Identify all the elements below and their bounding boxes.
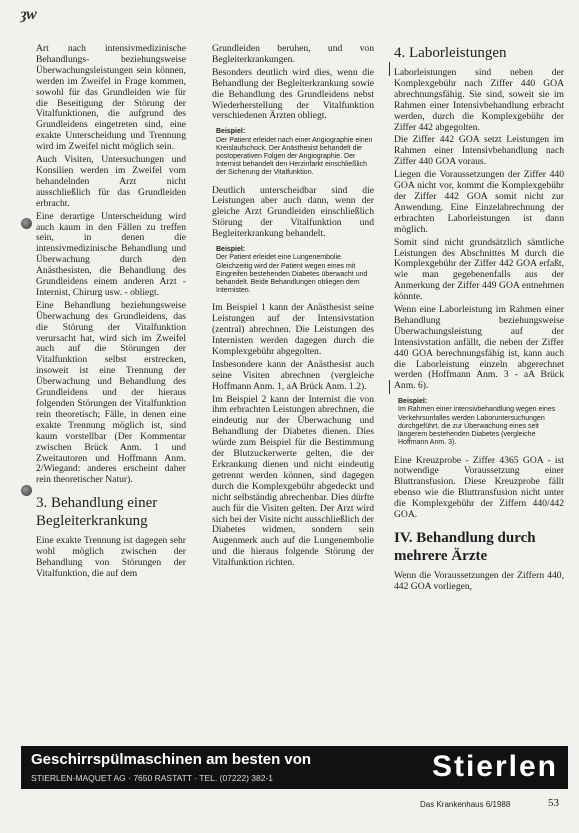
paragraph: Deutlich unterscheidbar sind die Leistungen aber auch dann, wenn der gleiche Arzt Grundleiden einschließlich Störung der Vitalfunktion und Begleiterkrankung behandelt.	[212, 184, 374, 240]
paragraph: Im Beispiel 2 kann der Internist die von ihm erbrachten Leistungen abrechnen, die eindeutig nur der Überwachung und Behandlung der Diabetes dienen. Dies würde zum Beispiel für die Bestimmung der Blutzuckerwerte gelten, die der Erkrankung dienen und nicht eindeutig getrennt werden können, sind dagegen durch die Komplexgebühr abgedeckt und nicht selbständig abrechenbar. Dies dürfte auch für die Visiten gelten. Der Arzt wird sich bei der Visite nicht ausschließlich der Diabetes widmen, sondern sein Augenmerk auch auf die Lungenembolie und die hieraus folgende Störung der Vitalfunktion richten.	[212, 393, 374, 569]
example-box	[212, 246, 374, 295]
example-label: Beispiel:	[398, 398, 428, 406]
column-1	[36, 44, 186, 582]
paragraph: Wenn eine Laborleistung im Rahmen einer Behandlung beziehungsweise Überwachungsleistung auf der Intensivstation anfällt, die neben der Ziffer 440 GOA berechnungsfähig ist, kann auch die Laborleistung einzeln abgerechnet werden (Hoffmann Anm. 3 - aA Brück Anm. 6).	[394, 304, 564, 392]
example-label: Beispiel:	[216, 246, 246, 254]
paragraph: Besonders deutlich wird dies, wenn die Behandlung der Begleiterkrankung sowie die Behandlung des Grundleidens nebst Wiederherstellung der Vitalfunktion verschiedenen Ärzten obliegt.	[212, 66, 374, 122]
paragraph: Wenn die Voraussetzungen der Ziffern 440, 442 GOA vorliegen,	[394, 569, 564, 592]
paragraph: Grundleiden beruhen, und von Begleiterkrankungen.	[212, 43, 374, 65]
paragraph: Art nach intensivmedizinische Behandlungs- beziehungsweise Überwachungsleistungen sein können, werden im Zweifel in Frage kommen, sowohl für das Grundleiden wie für die Beseitigung der Störung der Vitalfunktionen, die aufgrund des Grundleidens eingetreten sind, eine exakte Unterscheidung und Trennung wird im Zweifel nicht möglich sein.	[36, 43, 186, 153]
section-heading: 3. Behandlung einer Begleiterkrankung	[36, 495, 158, 530]
publication-logo: ȝw	[20, 6, 36, 23]
paragraph: Eine Behandlung beziehungsweise Überwachung des Grundleidens, das die Störung der Vitalfunktion verursacht hat, wird sich im Zweifel auch auf die Störungen der Vitalfunktion selbst erstrecken, insoweit ist eine Trennung der Überwachung und Behandlung des Grundleidens und der hieraus folgenden Störungen der Vitalfunktion rein theoretisch; Fälle, in denen eine exakte Trennung möglich ist, sind kaum vorstellbar (Der Kommentar zwischen Brück Anm. 1 und Zweitautoren und Hoffmann Anm. 2/Wiegand: anderes erscheint daher rein theoretischer Natur).	[36, 299, 186, 486]
paragraph: Liegen die Voraussetzungen der Ziffer 440 GOA nicht vor, kommt die Komplexgebühr der Ziffer 442 GOA somit nicht zur Anwendung. Eine Einzelabrechnung der erbrachten Laborleistungen ist dann möglich.	[394, 169, 564, 235]
margin-bracket	[389, 62, 392, 76]
margin-bracket	[389, 380, 392, 394]
paragraph: Somit sind nicht grundsätzlich sämtliche Leistungen des Abschnittes M durch die Komplexgebühr der Ziffer 442 GOA erfaßt, wie man gegebenenfalls aus der Anmerkung der Ziffer 449 GOA entnehmen könnte.	[394, 236, 564, 303]
example-text: Im Rahmen einer intensivbehandlung wegen eines Verkehrsunfalles werden Laboruntersuchungen durchgeführt, die zur Überwachung eines seit längerem bestehenden Diabetes (vergleiche Hoffmann Anm. 3).	[398, 406, 556, 447]
advertisement-banner	[21, 746, 568, 789]
section-heading: IV. Behandlung durch mehrere Ärzte	[394, 529, 536, 564]
paragraph: Laborleistungen sind neben der Komplexgebühr nach Ziffer 440 GOA abrechnungsfähig. Sie sind, soweit sie im Rahmen einer Intensivbehandlung erbracht werden, durch die Komplexgebühr der Ziffer 442 abgegolten.	[394, 67, 564, 133]
example-box	[212, 128, 374, 177]
column-2	[212, 44, 374, 571]
paragraph: Auch Visiten, Untersuchungen und Konsilien werden im Zweifel vom behandelnden Arzt nicht ausschließlich für das Grundleiden erbracht.	[36, 154, 186, 209]
paragraph: Eine Kreuzprobe - Ziffer 4365 GOA - ist notwendige Voraussetzung einer Bluttransfusion. Diese Kreuzprobe fällt ebenso wie die Bluttransfusion nicht unter die Komplexgebühr der Ziffern 440/442 GOA.	[394, 454, 564, 521]
page-number: 53	[548, 797, 559, 809]
section-heading: 4. Laborleistungen	[394, 45, 507, 61]
ad-brand-logo: Stierlen	[431, 750, 558, 783]
example-text: Der Patient erleidet eine Lungenembolie. Gleichzeitig wird der Patient wegen eines mit Eingreifen bestehenden Diabetes überwacht und behandelt. Beide Behandlungen obliegen dem Internisten.	[216, 254, 368, 295]
example-box	[394, 398, 564, 447]
punch-hole	[21, 218, 32, 229]
ad-title: Geschirrspülmaschinen am besten von	[31, 751, 312, 768]
paragraph: Insbesondere kann der Anästhesist auch seine Visiten abrechnen (vergleiche Hoffmann Anm. 1, aA Brück Anm. 1.2).	[212, 358, 374, 392]
paragraph: Die Ziffer 442 GOA setzt Leistungen im Rahmen einer Intensivbehandlung nach Ziffer 440 GOA voraus.	[394, 134, 564, 168]
paragraph: Eine exakte Trennung ist dagegen sehr wohl möglich zwischen der Behandlung von Störungen der Vitalfunktion, die auf dem	[36, 535, 186, 579]
paragraph: Eine derartige Unterscheidung wird auch kaum in den Fällen zu treffen sein, in denen die intensivmedizinische Behandlung und Überwachung durch den Anästhesisten, die Behandlung des Grundleidens einem anderen Arzt - Internist, Chirurg usw. - obliegt.	[36, 210, 186, 298]
paragraph: Im Beispiel 1 kann der Anästhesist seine Leistungen auf der Intensivstation (zentral) abrechnen. Die Leistungen des Internisten werden dagegen durch die Komplexgebühr abgegolten.	[212, 302, 374, 357]
example-label: Beispiel:	[216, 128, 246, 136]
journal-footer: Das Krankenhaus 6/1988	[420, 800, 511, 809]
ad-address: STIERLEN-MAQUET AG · 7650 RASTATT · TEL. (07222) 382-1	[31, 773, 274, 783]
punch-hole	[21, 485, 32, 496]
example-text: Der Patient erleidet nach einer Angiographie einen Kreislaufschock. Der Anästhesist behandelt die postoperativen Folgen der Angiographie. Der Internist behandelt den Herzinfarkt einschließlich der Sicherung der Vitalfunktion.	[216, 136, 373, 177]
column-3	[394, 44, 564, 595]
